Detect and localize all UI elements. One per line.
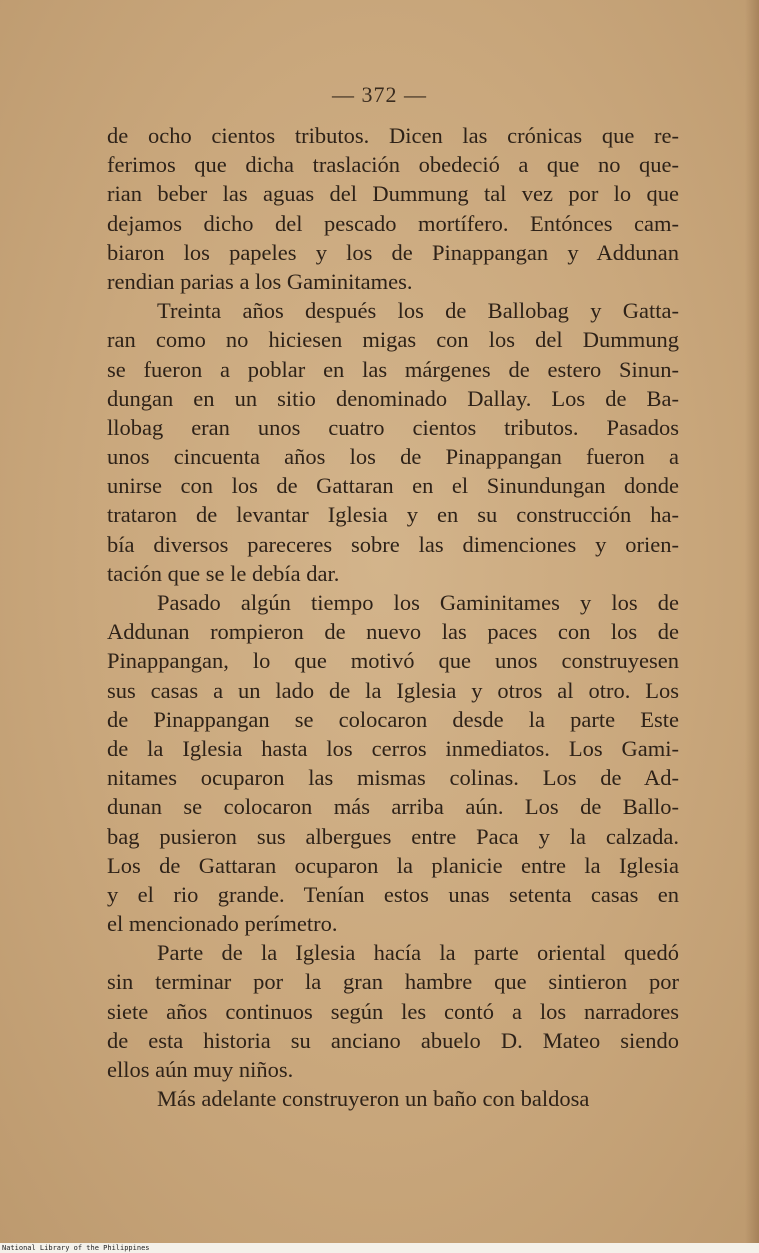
- text-line: llobag eran unos cuatro cientos tributos. Pasados: [107, 414, 679, 440]
- text-line: trataron de levantar Iglesia y en su construcción ha-: [107, 502, 679, 528]
- text-line: tación que se le debía dar.: [107, 560, 340, 586]
- text-line: sin terminar por la gran hambre que sintieron por: [107, 969, 679, 995]
- text-line: Addunan rompieron de nuevo las paces con los de: [107, 619, 679, 645]
- page-number: — 372 —: [332, 82, 427, 107]
- text-line: unos cincuenta años los de Pinappangan fueron a: [107, 444, 679, 470]
- text-line: ellos aún muy niños.: [107, 1057, 294, 1082]
- text-line: rendian parias a los Gaminitames.: [107, 268, 413, 294]
- text-line: Pasado algún tiempo los Gaminitames y los de: [157, 590, 679, 615]
- text-line: Parte de la Iglesia hacía la parte oriental quedó: [157, 940, 679, 966]
- text-line: siete años continuos según les contó a los narradores: [107, 998, 679, 1024]
- text-line: bía diversos pareceres sobre las dimenciones y orien-: [107, 531, 679, 557]
- text-line: dungan en un sitio denominado Dallay. Los de Ba-: [107, 385, 679, 411]
- scan-footer: [0, 1243, 759, 1253]
- text-line: biaron los papeles y los de Pinappangan y Addunan: [107, 239, 679, 265]
- text-line: de esta historia su anciano abuelo D. Mateo siendo: [107, 1027, 679, 1053]
- text-line: Los de Gattaran ocuparon la planicie entre la Iglesia: [107, 852, 679, 878]
- text-line: sus casas a un lado de la Iglesia y otros al otro. Los: [107, 677, 679, 703]
- text-line: el mencionado perímetro.: [107, 911, 338, 937]
- page-edge-shadow: [745, 0, 759, 1243]
- text-line: Pinappangan, lo que motivó que unos construyesen: [107, 648, 679, 674]
- text-line: se fueron a poblar en las márgenes de estero Sinun-: [107, 356, 679, 382]
- text-line: ferimos que dicha traslación obedeció a que no que-: [107, 152, 679, 178]
- text-line: y el rio grande. Tenían estos unas setenta casas en: [107, 881, 679, 907]
- text-line: rian beber las aguas del Dummung tal vez por lo que: [107, 181, 679, 207]
- text-line: dejamos dicho del pescado mortífero. Entónces cam-: [107, 210, 679, 236]
- text-line: Más adelante construyeron un baño con baldosa: [157, 1086, 590, 1112]
- text-line: de ocho cientos tributos. Dicen las crónicas que re-: [107, 123, 679, 148]
- text-line: de la Iglesia hasta los cerros inmediatos. Los Gami-: [107, 735, 679, 761]
- text-line: nitames ocuparon las mismas colinas. Los de Ad-: [107, 765, 679, 791]
- library-credit: National Library of the Philippines: [2, 1244, 150, 1252]
- text-line: bag pusieron sus albergues entre Paca y la calzada.: [107, 823, 679, 849]
- text-line: de Pinappangan se colocaron desde la parte Este: [107, 706, 679, 732]
- body-text: [107, 121, 679, 1113]
- text-line: dunan se colocaron más arriba aún. Los de Ballo-: [107, 794, 679, 820]
- text-line: ran como no hiciesen migas con los del Dummung: [107, 327, 679, 353]
- text-line: Treinta años después los de Ballobag y Gatta-: [157, 298, 679, 324]
- text-line: unirse con los de Gattaran en el Sinundungan donde: [107, 473, 679, 499]
